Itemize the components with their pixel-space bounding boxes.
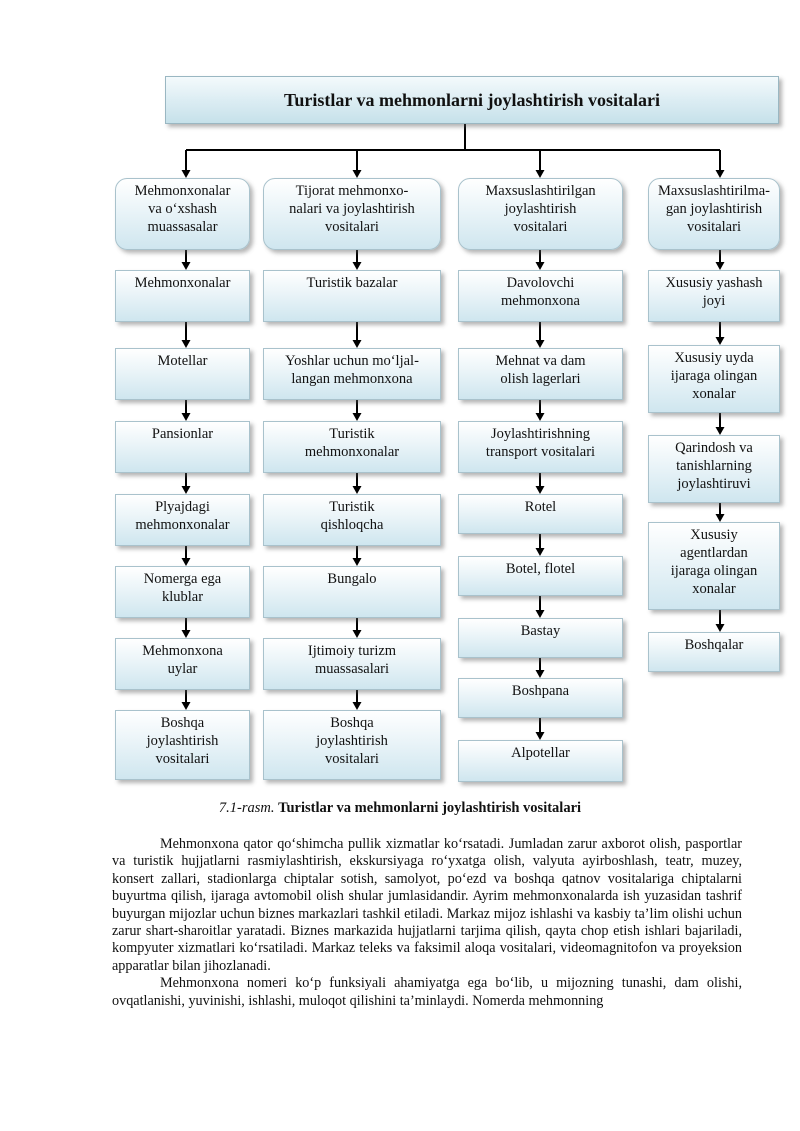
category-item-line: joylashtiruvi <box>677 476 751 492</box>
category-item-line: Turistik <box>329 499 375 515</box>
category-header-4-line: Maxsuslashtirilma- <box>658 183 770 199</box>
category-header-3-line: joylashtirish <box>504 201 577 217</box>
arrow-head <box>182 486 191 494</box>
category-header-4-line: vositalari <box>687 219 741 235</box>
diagram-title: Turistlar va mehmonlarni joylashtirish vositalari <box>283 89 661 110</box>
arrow-head <box>182 630 191 638</box>
arrow-head <box>536 548 545 556</box>
arrow-head <box>716 427 725 435</box>
category-header-2-line: Tijorat mehmonxo- <box>295 183 409 199</box>
category-header-4-line: gan joylashtirish <box>665 201 763 217</box>
arrow-head <box>536 262 545 270</box>
category-item <box>263 348 441 400</box>
arrow-head <box>536 610 545 618</box>
category-item-line: Bungalo <box>327 571 377 587</box>
category-item <box>115 710 250 780</box>
category-item <box>458 556 623 596</box>
category-header-3 <box>458 178 623 250</box>
category-header-1-line: va o‘xshash <box>148 201 217 217</box>
category-header-1-line: muassasalar <box>147 219 218 235</box>
category-item <box>458 421 623 473</box>
arrow-head <box>353 558 362 566</box>
diagram-title-box <box>165 76 779 124</box>
caption-title: Turistlar va mehmonlarni joylashtirish vositalari <box>278 800 582 816</box>
category-item <box>648 345 780 413</box>
arrow-head <box>536 340 545 348</box>
category-item <box>648 435 780 503</box>
category-item <box>115 638 250 690</box>
category-item-line: Yoshlar uchun mo‘ljal- <box>285 353 419 369</box>
category-item-line: Rotel <box>524 499 557 515</box>
category-item <box>458 270 623 322</box>
category-item <box>458 348 623 400</box>
arrow-head <box>353 486 362 494</box>
arrow-head <box>536 670 545 678</box>
category-item-line: mehmonxonalar <box>135 517 230 533</box>
paragraph-1: Mehmonxona qator qo‘shimcha pullik xizmatlar ko‘rsatadi. Jumladan zarur axborot olish, pasportlar va turistik hujjatlarni rasmiylashtirish, ekskursiyaga ro‘yxatga olish, valyuta ayirboshlash, teatr, muzey, konsert zallari, stadionlarga chiptalar sotish, samolyot, po‘ezd va boshqa qatnov vositalariga chiptalarni buyurtma qilish, ijaraga avtomobil olish shular jumlasidandir. Ayrim mehmonxonalarda ish yuzasidan tashrif buyurgan mijozlar uchun biznes markazlari tashkil etiladi. Markaz mijoz ishlashi va kasbiy ta’lim olishi uchun zarur shart-sharoitlar yaratadi. Biznes markazida hujjatlarni tarjima qilish, qayta chop etish ishlari bajariladi, kompyuter xizmatlari ko‘rsatiladi. Markaz teleks va faksimil aloqa vositalari, videomagnitofon va proyeksion apparatlar bilan jihozlanadi. <box>112 836 742 974</box>
category-item-line: Mehmonxona <box>142 643 223 659</box>
category-item <box>458 618 623 658</box>
body-text <box>112 836 742 1010</box>
category-item-line: olish lagerlari <box>500 371 581 387</box>
category-item-line: joylashtirish <box>146 733 219 749</box>
category-item <box>115 421 250 473</box>
arrow-head <box>536 170 545 178</box>
category-item-line: transport vositalari <box>485 444 596 460</box>
arrow-head <box>182 558 191 566</box>
category-item-line: joyi <box>702 293 726 309</box>
category-item <box>263 494 441 546</box>
category-item-line: Mehmonxonalar <box>134 275 231 291</box>
category-item <box>458 740 623 782</box>
arrow-head <box>353 262 362 270</box>
category-item-line: xonalar <box>692 386 736 402</box>
arrow-head <box>536 486 545 494</box>
category-item-line: xonalar <box>692 581 736 597</box>
category-item-line: Nomerga ega <box>143 571 222 587</box>
category-item-line: Xususiy <box>690 527 738 543</box>
category-item-line: Pansionlar <box>151 426 214 442</box>
category-item-line: mehmonxonalar <box>304 444 400 460</box>
category-item-line: Turistik <box>329 426 375 442</box>
category-header-1-line: Mehmonxonalar <box>134 183 231 199</box>
category-item <box>115 270 250 322</box>
arrow-head <box>182 262 191 270</box>
category-header-1 <box>115 178 250 250</box>
category-header-3-line: vositalari <box>513 219 568 235</box>
category-item-line: tanishlarning <box>676 458 752 474</box>
category-item-line: mehmonxona <box>501 293 580 309</box>
category-item <box>115 566 250 618</box>
arrow-head <box>716 624 725 632</box>
category-item <box>648 632 780 672</box>
category-item <box>263 710 441 780</box>
category-item-line: joylashtirish <box>316 733 388 749</box>
arrow-head <box>353 702 362 710</box>
category-item <box>263 421 441 473</box>
category-item <box>458 678 623 718</box>
category-item-line: Xususiy yashash <box>665 275 763 291</box>
category-item <box>263 566 441 618</box>
category-item-line: uylar <box>167 661 198 677</box>
category-item-line: Botel, flotel <box>505 561 576 577</box>
category-item-line: Motellar <box>157 353 208 369</box>
category-item-line: Xususiy uyda <box>674 350 754 366</box>
arrow-head <box>353 170 362 178</box>
category-item-line: vositalari <box>325 751 379 767</box>
category-header-3-line: Maxsuslashtirilgan <box>485 183 596 199</box>
category-item <box>648 270 780 322</box>
arrow-head <box>182 340 191 348</box>
category-item-line: Ijtimoiy turizm <box>307 643 397 659</box>
category-item-line: Davolovchi <box>506 275 575 291</box>
category-item <box>263 638 441 690</box>
category-item-line: Boshqa <box>330 715 374 731</box>
category-item-line: Qarindosh va <box>675 440 753 456</box>
category-item-line: ijaraga olingan <box>670 563 758 579</box>
category-item-line: Turistik bazalar <box>306 275 398 291</box>
arrow-head <box>536 413 545 421</box>
arrow-head <box>716 262 725 270</box>
category-item-line: Bastay <box>520 623 561 639</box>
caption-number: 7.1-rasm. <box>218 800 275 816</box>
arrow-head <box>353 413 362 421</box>
category-item-line: vositalari <box>155 751 210 767</box>
category-item-line: Mehnat va dam <box>495 353 586 369</box>
arrow-head <box>716 514 725 522</box>
category-header-2-line: nalari va joylashtirish <box>289 201 415 217</box>
arrow-head <box>353 630 362 638</box>
category-item <box>115 348 250 400</box>
category-item-line: Boshqalar <box>684 637 744 653</box>
arrow-head <box>353 340 362 348</box>
arrow-head <box>182 413 191 421</box>
arrow-head <box>536 732 545 740</box>
category-header-2-line: vositalari <box>325 219 379 235</box>
category-item-line: Joylashtirishning <box>490 426 591 442</box>
category-header-4 <box>648 178 780 250</box>
category-item-line: klublar <box>161 589 204 605</box>
category-item-line: qishloqcha <box>320 517 384 533</box>
category-item <box>648 522 780 610</box>
category-item-line: muassasalari <box>314 661 390 677</box>
category-item-line: langan mehmonxona <box>291 371 413 387</box>
category-item-line: agentlardan <box>680 545 748 561</box>
category-item <box>458 494 623 534</box>
category-item-line: ijaraga olingan <box>670 368 758 384</box>
category-item <box>263 270 441 322</box>
category-item-line: Plyajdagi <box>155 499 210 515</box>
arrow-head <box>182 702 191 710</box>
arrow-head <box>716 337 725 345</box>
paragraph-2: Mehmonxona nomeri ko‘p funksiyali ahamiyatga ega bo‘lib, u mijozning tunashi, dam olishi, ovqatlanishi, yuvinishi, ishlashi, muloqot qilishini ta’minlaydi. Nomerda mehmonning <box>112 975 742 1009</box>
figure-caption <box>0 800 800 817</box>
category-item-line: Boshpana <box>511 683 570 699</box>
arrow-head <box>182 170 191 178</box>
category-header-2 <box>263 178 441 250</box>
arrow-head <box>716 170 725 178</box>
category-item <box>115 494 250 546</box>
category-item-line: Alpotellar <box>511 745 570 761</box>
category-item-line: Boshqa <box>160 715 205 731</box>
